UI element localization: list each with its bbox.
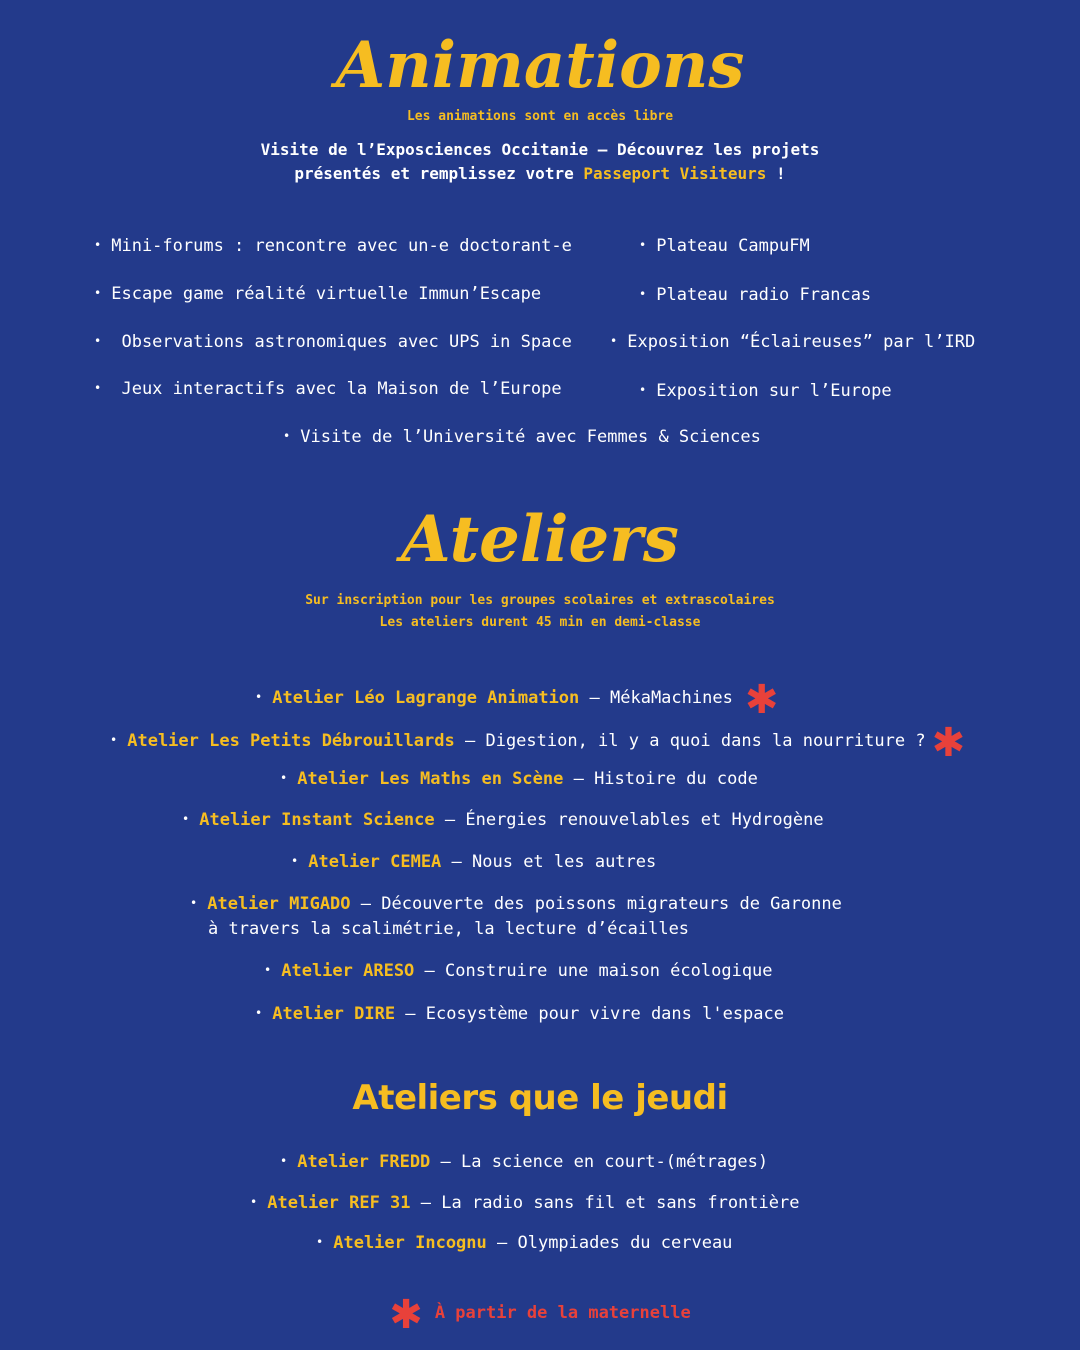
- jeudi-item: • Atelier FREDD – La science en court-(métrages): [280, 1152, 769, 1172]
- animation-item: • Exposition sur l’Europe: [639, 381, 892, 401]
- atelier-item: • Atelier MIGADO – Découverte des poissons migrateurs de Garonne: [190, 894, 842, 914]
- animation-item: • Escape game réalité virtuelle Immun’Escape: [94, 284, 542, 304]
- maternelle-star-icon: ✱: [389, 1292, 423, 1338]
- footnote: [0, 1292, 1080, 1338]
- atelier-item: • Atelier CEMEA – Nous et les autres: [291, 852, 657, 872]
- atelier-item: • Atelier ARESO – Construire une maison écologique: [264, 961, 773, 981]
- ateliers-subtitle: Sur inscription pour les groupes scolaires et extrascolaires Les ateliers durent 45 min en demi-classe: [305, 593, 775, 630]
- intro-line-1: Visite de l’Exposciences Occitanie – Découvrez les projets: [260, 140, 820, 159]
- jeudi-item: • Atelier REF 31 – La radio sans fil et sans frontière: [250, 1193, 800, 1213]
- atelier-item: • Atelier Léo Lagrange Animation – MékaMachines ✱: [255, 677, 779, 723]
- atelier-item: • Atelier DIRE – Ecosystème pour vivre dans l'espace: [255, 1004, 785, 1024]
- animations-intro: [0, 138, 1080, 186]
- animations-title: Animations: [335, 28, 745, 103]
- animations-subtitle: Les animations sont en accès libre: [406, 109, 674, 124]
- maternelle-star-icon: ✱: [931, 720, 966, 766]
- maternelle-star-icon: ✱: [744, 677, 779, 723]
- footnote-text: À partir de la maternelle: [434, 1303, 691, 1323]
- animation-item: • Observations astronomiques avec UPS in Space: [94, 332, 572, 352]
- atelier-item: • Atelier Les Maths en Scène – Histoire du code: [280, 769, 758, 789]
- ateliers-title: Ateliers: [401, 502, 679, 577]
- atelier-item-continued: à travers la scalimétrie, la lecture d’écailles: [208, 919, 690, 939]
- jeudi-item: • Atelier Incognu – Olympiades du cerveau: [316, 1233, 733, 1253]
- animation-item: • Visite de l’Université avec Femmes & Sciences: [283, 427, 761, 447]
- animation-item: • Jeux interactifs avec la Maison de l’Europe: [94, 379, 562, 399]
- animation-item: • Plateau radio Francas: [639, 285, 872, 305]
- animation-item: • Plateau CampuFM: [639, 236, 810, 256]
- intro-line-2: présentés et remplissez votre Passeport Visiteurs !: [294, 164, 786, 183]
- animation-item: • Exposition “Éclaireuses” par l’IRD: [610, 332, 976, 352]
- atelier-item: • Atelier Instant Science – Énergies renouvelables et Hydrogène: [182, 810, 824, 830]
- jeudi-title: Ateliers que le jeudi: [352, 1078, 728, 1118]
- atelier-item: • Atelier Les Petits Débrouillards – Digestion, il y a quoi dans la nourriture ? ✱: [110, 720, 966, 766]
- animation-item: • Mini-forums : rencontre avec un-e doctorant-e: [94, 236, 572, 256]
- passeport-visiteurs: Passeport Visiteurs: [583, 164, 767, 183]
